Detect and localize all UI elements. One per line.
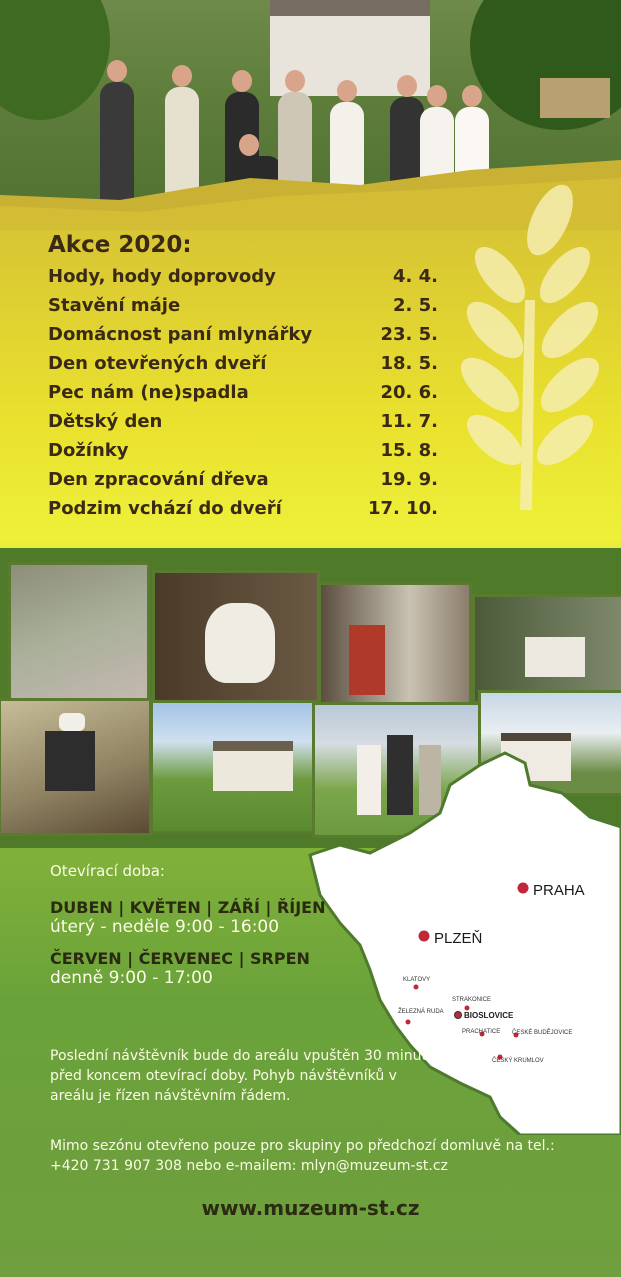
event-date: 4. 4. [393,266,438,287]
event-row [48,465,438,494]
event-row [48,436,438,465]
photo-woodcarver [0,698,152,836]
map-label-ceske-budejovice: ČESKÉ BUDĚJOVICE [512,1030,573,1036]
event-name: Stavění máje [48,295,181,316]
offseason-note: Mimo sezónu otevřeno pouze pro skupiny po předchozí domluvě na tel.: +420 731 907 308 nebo e-mailem: mlyn@muzeum-st.cz [50,1138,555,1174]
event-date: 20. 6. [380,382,438,403]
event-date: 18. 5. [380,353,438,374]
event-row [48,378,438,407]
event-row [48,320,438,349]
event-name: Den zpracování dřeva [48,469,269,490]
photo-craft [472,594,621,704]
event-row [48,494,438,523]
event-date: 17. 10. [367,498,438,519]
website-link[interactable]: www.muzeum-st.cz [201,1196,420,1220]
event-date: 23. 5. [380,324,438,345]
map-label-zelezna-ruda: ŽELEZNÁ RUDA [398,1009,444,1015]
event-row [48,262,438,291]
photo-kitchen [318,582,472,712]
event-name: Dětský den [48,411,163,432]
visitor-note: Poslední návštěvník bude do areálu vpuštěn 30 minut před koncem otevírací doby. Pohyb návštěvníků v areálu je řízen návštěvním řádem. [50,1048,427,1104]
photo-dancers [8,562,150,702]
map-label-praha: PRAHA [533,882,585,899]
map-label-strakonice: STRAKONICE [452,997,492,1003]
event-row [48,291,438,320]
season2-hours: denně 9:00 - 17:00 [50,968,213,988]
event-date: 11. 7. [380,411,438,432]
event-name: Pec nám (ne)spadla [48,382,249,403]
opening-title: Otevírací doba: [50,862,165,880]
event-name: Domácnost paní mlynářky [48,324,313,345]
event-row [48,407,438,436]
event-name: Den otevřených dveří [48,353,267,374]
event-name: Hody, hody doprovody [48,266,276,287]
events-heading: Akce 2020: [48,232,192,258]
season1-hours: úterý - neděle 9:00 - 16:00 [50,917,280,937]
photo-goat [152,570,320,704]
wheat-icon [440,180,620,540]
event-row [48,349,438,378]
event-date: 2. 5. [393,295,438,316]
map-label-prachatice: PRACHATICE [462,1029,501,1035]
event-name: Podzim vchází do dveří [48,498,282,519]
photo-village [150,700,318,834]
map-label-klatovy: KLATOVY [403,977,431,983]
season2-months: ČERVEN | ČERVENEC | SRPEN [50,949,310,968]
event-date: 15. 8. [380,440,438,461]
map-label-bioslovice: BIOSLOVICE [464,1011,514,1020]
event-date: 19. 9. [380,469,438,490]
map-label-cesky-krumlov: ČESKÝ KRUMLOV [492,1058,544,1064]
event-name: Dožínky [48,440,129,461]
season1-months: DUBEN | KVĚTEN | ZÁŘÍ | ŘÍJEN [50,898,326,917]
events-list [48,232,438,523]
map-label-plzen: PLZEŇ [434,930,483,947]
opening-hours [50,862,326,1000]
